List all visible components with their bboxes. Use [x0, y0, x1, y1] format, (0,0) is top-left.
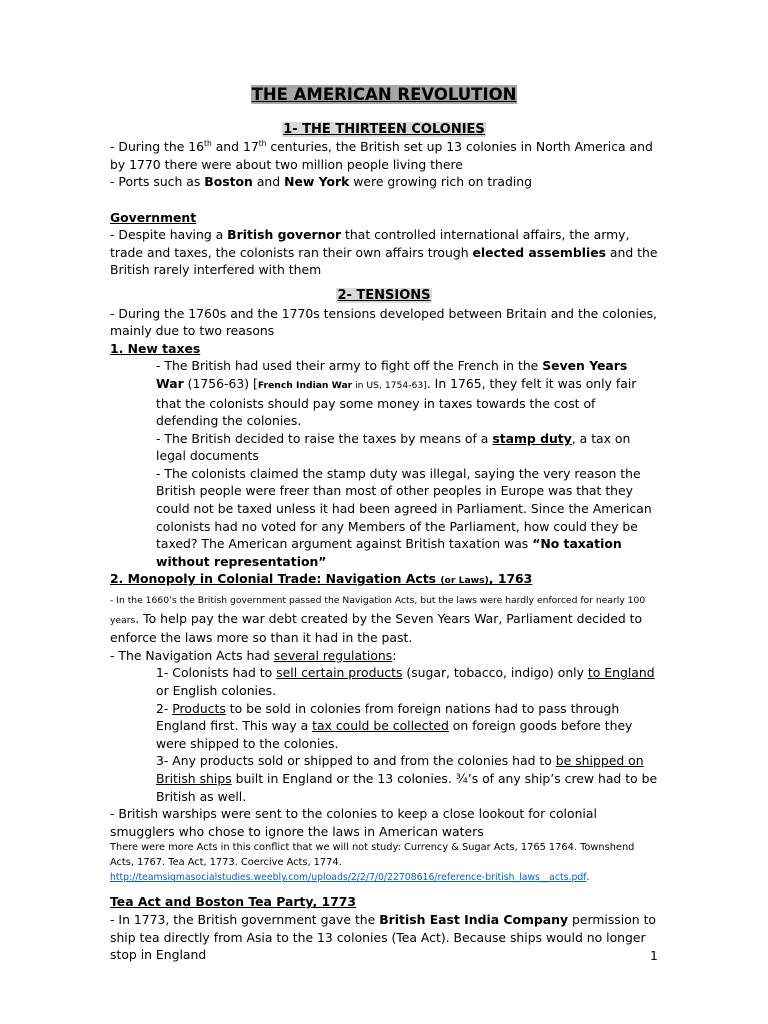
government-paragraph: - Despite having a British governor that controlled international affairs, the army, trade and taxes, the colonists ran their own affairs trough elected assemblies and the British rarely interfered with them [110, 227, 658, 278]
monopoly-paragraph-2: - The Navigation Acts had several regulations: [110, 647, 397, 663]
tea-act-subheading: Tea Act and Boston Tea Party, 1773 [110, 894, 356, 910]
tensions-intro: - During the 1760s and the 1770s tensions developed between Britain and the colonies, mainly due to two reasons [110, 305, 657, 339]
document-title: THE AMERICAN REVOLUTION [251, 85, 517, 104]
taxes-point-1: - The British had used their army to fight off the French in the Seven Years War (1756-63) [French Indian War in US, 1754-63]. In 1765, they felt it was only fair that the colonists should pay some money in taxes towards the cost of defending the colonies. [156, 358, 637, 429]
new-taxes-subheading: 1. New taxes [110, 340, 201, 356]
regulation-1: 1- Colonists had to sell certain products (sugar, tobacco, indigo) only to England or English colonies. [156, 665, 655, 698]
section-heading-colonies: 1- THE THIRTEEN COLONIES [283, 121, 485, 137]
government-subheading: Government [110, 209, 197, 225]
acts-note-link-line: http://teamsigmasocialstudies.weebly.com/uploads/2/2/7/0/22708616/reference-british_laws__acts.pdf. [110, 872, 590, 884]
reference-link[interactable]: http://teamsigmasocialstudies.weebly.com/uploads/2/2/7/0/22708616/reference-british_laws__acts.pdf [110, 872, 587, 884]
monopoly-subheading: 2. Monopoly in Colonial Trade: Navigation Acts (or Laws), 1763 [110, 571, 533, 587]
page-number: 1 [650, 948, 658, 963]
tea-act-paragraph: - In 1773, the British government gave the British East India Company permission to ship tea directly from Asia to the 13 colonies (Tea Act). Because ships would no longer stop in England [110, 911, 657, 963]
regulation-3: 3- Any products sold or shipped to and from the colonies had to be shipped on British ships built in England or the 13 colonies. ¾’s of any ship’s crew had to be British as well. [156, 753, 658, 804]
section-heading-tensions: 2- TENSIONS [337, 287, 431, 303]
acts-note: There were more Acts in this conflict that we will not study: Currency & Sugar Acts, 1765 1764. Townshend Acts, 1767. Tea Act, 1773. Coercive Acts, 1774. [110, 842, 635, 869]
taxes-point-2: - The British decided to raise the taxes by means of a stamp duty, a tax on legal documents [156, 430, 631, 464]
colonies-paragraph-2: - Ports such as Boston and New York were growing rich on trading [110, 174, 532, 190]
monopoly-paragraph-1: - In the 1660’s the British government passed the Navigation Acts, but the laws were hardly enforced for nearly 100 years. To help pay the war debt created by the Seven Years War, Parliament decided to enforce the laws more so than it had in the past. [110, 595, 646, 646]
warships-paragraph: - British warships were sent to the colonies to keep a close lookout for colonial smugglers who chose to ignore the laws in American waters [110, 806, 597, 839]
colonies-paragraph-1: - During the 16th and 17th centuries, the British set up 13 colonies in North America and by 1770 there were about two million people living there [110, 139, 653, 172]
document-page [110, 86, 658, 964]
regulation-2: 2- Products to be sold in colonies from foreign nations had to pass through England first. This way a tax could be collected on foreign goods before they were shipped to the colonies. [156, 700, 633, 751]
taxes-point-3: - The colonists claimed the stamp duty was illegal, saying the very reason the British people were freer than most of other peoples in Europe was that they could not be taxed unless it had been agreed in Parliament. Since the American colonists had no voted for any Members of the Parliament, how could they be taxed? The American argument against British taxation was “No taxation without representation” [156, 465, 652, 569]
